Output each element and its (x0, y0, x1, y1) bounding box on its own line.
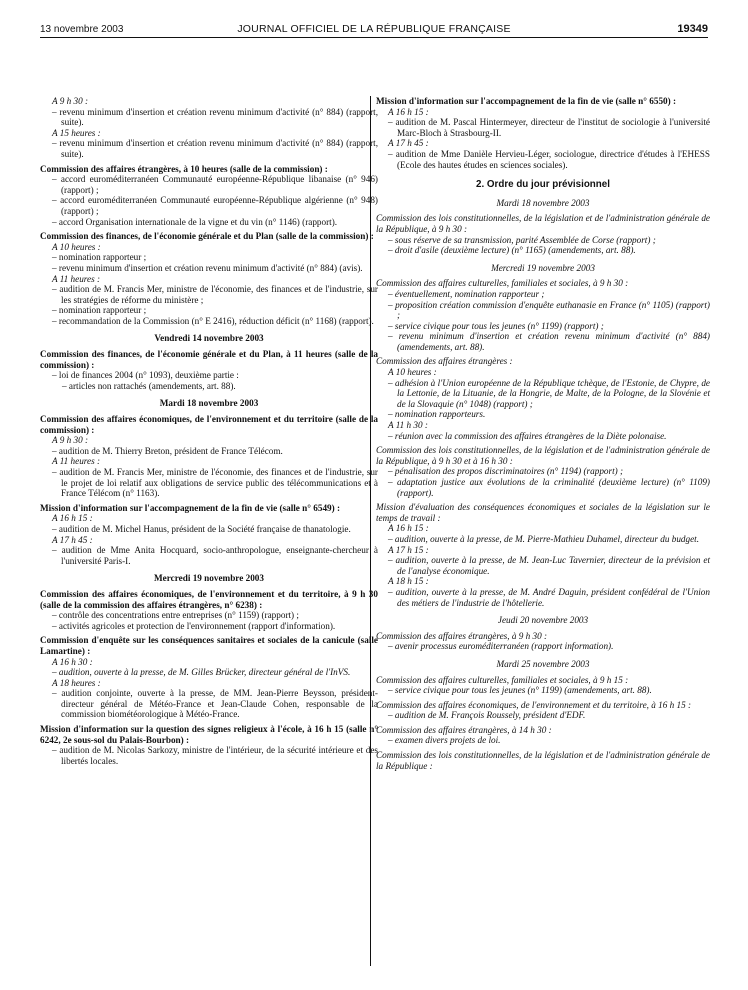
commission-title: Commission des affaires étrangères, à 9 h 30 : (376, 630, 548, 641)
day-heading: Mercredi 19 novembre 2003 (491, 262, 595, 273)
agenda-item: – service civique pour tous les jeunes (n° 1199) (rapport) ; (388, 320, 604, 331)
time-label: A 10 heures : (388, 367, 437, 378)
agenda-item: – pénalisation des propos discriminatoires (n° 1194) (rapport) ; (388, 466, 624, 477)
agenda-item: – audition de M. Michel Hanus, président de la Société française de thanatologie. (52, 523, 351, 534)
agenda-item: – nomination rapporteurs. (388, 409, 486, 420)
agenda-subitem: – articles non rattachés (amendements, art. 88). (62, 380, 236, 391)
agenda-item: – audition, ouverte à la presse, de M. Gilles Brücker, directeur général de l'InVS. (52, 667, 351, 678)
agenda-item: – adhésion à l'Union européenne de la République tchèque, de l'Estonie, de Chypre, de la Lettonie, de la Lituanie, de la Hongrie, de Malte, de la Pologne, de la Slovénie et de la Slovaquie (n° 1048) (rapport) ; (388, 377, 710, 409)
agenda-item: – avenir processus euroméditerranéen (rapport information). (388, 641, 614, 652)
time-label: A 17 h 15 : (388, 544, 429, 555)
time-label: A 9 h 30 : (52, 435, 89, 446)
commission-title: Commission des finances, de l'économie générale et du Plan, à 11 heures (salle de la commission) : (40, 349, 378, 370)
time-label: A 11 heures : (52, 456, 101, 467)
day-heading: Mardi 25 novembre 2003 (496, 658, 590, 669)
commission-title: Commission des finances, de l'économie générale et du Plan (salle de la commission) : (40, 231, 374, 242)
agenda-item: – accord euroméditerranéen Communauté européenne-République libanaise (n° 946) (rapport) ; (52, 174, 378, 195)
agenda-item: – audition de M. Pascal Hintermeyer, directeur de l'institut de sociologie à l'université Marc-Bloch à Strasbourg-II. (388, 117, 710, 138)
agenda-item: – activités agricoles et protection de l'environnement (rapport d'information). (52, 620, 336, 631)
time-label: A 16 h 15 : (52, 513, 93, 524)
agenda-item: – adaptation justice aux évolutions de la criminalité (deuxième lecture) (n° 1109) (rapport). (388, 477, 710, 498)
commission-title: Mission d'information sur l'accompagnement de la fin de vie (salle n° 6550) : (376, 96, 677, 106)
agenda-item: – nomination rapporteur ; (52, 305, 147, 316)
agenda-item: – proposition création commission d'enquête euthanasie en France (n° 1105) (rapport) ; (388, 299, 710, 321)
agenda-item: – droit d'asile (deuxième lecture) (n° 1165) (amendements, art. 88). (388, 245, 636, 256)
day-heading: Vendredi 14 novembre 2003 (154, 333, 264, 344)
commission-title: Commission des lois constitutionnelles, de la législation et de l'administration générale de la République, à 9 h 30 : (376, 213, 710, 234)
agenda-item: – audition, ouverte à la presse, de M. Jean-Luc Tavernier, directeur de la prévision et de l'analyse économique. (388, 555, 710, 576)
time-label: A 11 heures : (52, 273, 101, 284)
commission-title: Mission d'information sur la question des signes religieux à l'école, à 16 h 15 (salle n° 6242, 2e sous-sol du Palais-Bourbon) : (40, 724, 378, 745)
journal-title: JOURNAL OFFICIEL DE LA RÉPUBLIQUE FRANÇAISE (237, 23, 511, 35)
right-column (376, 96, 710, 771)
commission-title: Commission des affaires étrangères : (376, 356, 513, 367)
agenda-item: – examen divers projets de loi. (388, 735, 501, 746)
time-label: A 11 h 30 : (388, 420, 428, 431)
time-label: A 18 h 15 : (388, 576, 429, 587)
time-label: A 17 h 45 : (388, 138, 429, 149)
time-label: A 10 heures : (52, 241, 101, 252)
time-label: A 9 h 30 : (52, 96, 89, 106)
agenda-item: – loi de finances 2004 (n° 1093), deuxième partie : (52, 370, 239, 381)
left-column (40, 96, 378, 766)
agenda-item: – accord euroméditerranéen Communauté européenne-République algérienne (n° 948) (rapport) ; (52, 195, 378, 216)
agenda-item: – audition de M. François Roussely, président d'EDF. (388, 710, 586, 721)
agenda-item: – service civique pour tous les jeunes (n° 1199) (amendements, art. 88). (388, 685, 652, 696)
day-heading: Mardi 18 novembre 2003 (496, 197, 590, 208)
commission-title: Commission des affaires économiques, de l'environnement et du territoire, à 9 h 30 (salle de la commission des affaires étrangères, n° 6238) : (40, 588, 378, 610)
agenda-item: – accord Organisation internationale de la vigne et du vin (n° 1146) (rapport). (52, 216, 338, 227)
agenda-item: – nomination rapporteur ; (52, 252, 147, 263)
agenda-item: – recommandation de la Commission (n° E 2416), réduction déficit (n° 1168) (rapport). (52, 315, 374, 326)
agenda-item: – revenu minimum d'insertion et création revenu minimum d'activité (n° 884) (avis). (52, 262, 363, 273)
agenda-item: – revenu minimum d'insertion et création revenu minimum d'activité (n° 884) (rapport, suite). (52, 106, 378, 128)
time-label: A 18 heures : (52, 677, 101, 688)
agenda-item: – audition de M. Thierry Breton, président de France Télécom. (52, 445, 283, 456)
day-heading: Mardi 18 novembre 2003 (159, 398, 259, 409)
commission-title: Mission d'information sur l'accompagnement de la fin de vie (salle n° 6549) : (40, 502, 341, 513)
time-label: A 15 heures : (52, 127, 101, 138)
section-heading: 2. Ordre du jour prévisionnel (476, 179, 610, 191)
commission-title: Commission des affaires culturelles, familiales et sociales, à 9 h 30 : (376, 278, 629, 289)
commission-title: Commission des affaires culturelles, familiales et sociales, à 9 h 15 : (376, 674, 629, 685)
agenda-item: – audition de M. Nicolas Sarkozy, ministre de l'intérieur, de la sécurité intérieure et des libertés locales. (52, 745, 378, 766)
agenda-item: – revenu minimum d'insertion et création revenu minimum d'activité (n° 884) (amendements, art. 88). (388, 331, 710, 352)
agenda-item: – contrôle des concentrations entre entreprises (n° 1159) (rapport) ; (52, 610, 299, 621)
time-label: A 16 h 30 : (52, 656, 93, 667)
agenda-item: – sous réserve de sa transmission, parité Assemblée de Corse (rapport) ; (388, 234, 656, 245)
agenda-item: – revenu minimum d'insertion et création revenu minimum d'activité (n° 884) (rapport, suite). (52, 138, 378, 159)
agenda-item: – audition de M. Francis Mer, ministre de l'économie, des finances et de l'industrie, sur les stratégies de réforme du ministère ; (52, 284, 378, 305)
agenda-item: – audition de M. Francis Mer, ministre de l'économie, des finances et de l'industrie, sur le projet de loi relatif aux obligations de service public des télécommunications et à France Télécom (n° 1163). (52, 467, 378, 499)
header-divider (40, 37, 708, 38)
agenda-item: – audition conjointe, ouverte à la presse, de MM. Jean-Pierre Beysson, président-directeur général de Météo-France et Jean-Claude Cohen, responsable de la commission biométéorologique à Météo-France. (52, 688, 378, 720)
time-label: A 16 h 15 : (388, 523, 429, 534)
commission-title: Commission des affaires étrangères, à 14 h 30 : (376, 724, 552, 735)
commission-title: Commission des lois constitutionnelles, de la législation et de l'administration générale de la République : (376, 750, 710, 771)
page-header (40, 20, 708, 38)
commission-title: Commission d'enquête sur les conséquences sanitaires et sociales de la canicule (salle Lamartine) : (40, 635, 378, 656)
day-heading: Mercredi 19 novembre 2003 (154, 573, 264, 584)
agenda-item: – audition, ouverte à la presse, de M. André Daguin, président confédéral de l'Union des métiers de l'industrie de l'hôtellerie. (388, 586, 710, 608)
commission-title: Commission des affaires économiques, de l'environnement et du territoire (salle de la commission) : (40, 414, 378, 435)
commission-title: Commission des affaires économiques, de l'environnement et du territoire, à 16 h 15 : (376, 699, 692, 710)
agenda-item: – audition de Mme Danièle Hervieu-Léger, sociologue, directrice d'études à l'EHESS (Ecole des hautes études en sciences sociales). (388, 148, 710, 170)
page-number: 19349 (677, 23, 708, 35)
agenda-item: – audition, ouverte à la presse, de M. Pierre-Mathieu Duhamel, directeur du budget. (388, 533, 700, 544)
commission-title: Commission des affaires étrangères, à 10 heures (salle de la commission) : (40, 163, 328, 174)
time-label: A 17 h 45 : (52, 534, 93, 545)
header-date: 13 novembre 2003 (40, 24, 124, 35)
time-label: A 16 h 15 : (388, 106, 429, 117)
agenda-item: – audition de Mme Anita Hocquard, socio-anthropologue, enseignante-chercheur à l'université Paris-I. (52, 545, 378, 566)
day-heading: Jeudi 20 novembre 2003 (497, 615, 589, 626)
commission-title: Commission des lois constitutionnelles, de la législation et de l'administration générale de la République, à 9 h 30 et à 16 h 30 : (376, 445, 710, 466)
agenda-item: – réunion avec la commission des affaires étrangères de la Diète polonaise. (388, 430, 667, 441)
agenda-item: – éventuellement, nomination rapporteur ; (388, 288, 545, 299)
commission-title: Mission d'évaluation des conséquences économiques et sociales de la législation sur le temps de travail : (376, 502, 710, 523)
